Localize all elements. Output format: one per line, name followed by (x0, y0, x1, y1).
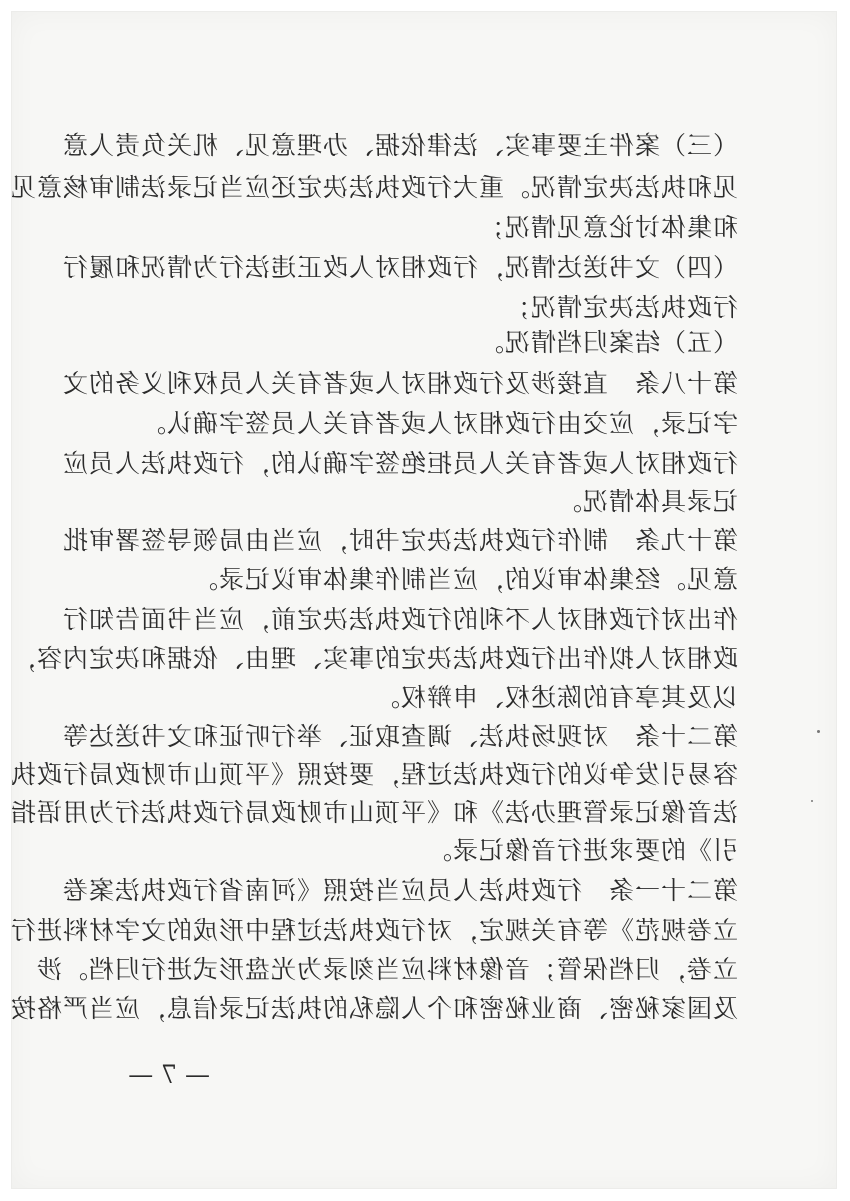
text-line: 字记录，应交由行政相对人或者有关人员签字确认。 (139, 409, 738, 438)
text-line: 第十九条 制作行政执法决定书时，应当由局领导签署审批 (61, 526, 738, 555)
text-line: 作出对行政相对人不利的行政执法决定前，应当书面告知行 (61, 605, 738, 634)
text-line: （四）文书送达情况，行政相对人改正违法行为情况和履行 (61, 253, 738, 282)
scan-speck (811, 800, 813, 802)
text-line: （三）案件主要事实、法律依据、办理意见、机关负责人意 (61, 131, 738, 160)
text-line: 意见。经集体审议的，应当制作集体审议记录。 (191, 565, 738, 594)
text-line: 立卷规范》等有关规定，对行政执法过程中形成的文字材料进行 (9, 916, 738, 945)
text-line: 记录具体情况。 (555, 487, 738, 516)
page-number: — 7 — (128, 1060, 210, 1089)
text-line: 政相对人拟作出行政执法决定的事实、理由、依据和决定内容， (9, 644, 738, 673)
text-line: 行政相对人或者有关人员拒绝签字确认的，行政执法人员应 (61, 449, 738, 478)
text-line: 第十八条 直接涉及行政相对人或者有关人员权利义务的文 (61, 369, 738, 398)
text-line: 以及其享有的陈述权、申辩权。 (373, 683, 738, 712)
text-line: （五）结案归档情况。 (477, 328, 738, 357)
text-line: 行政执法决定情况； (503, 293, 738, 322)
text-line: 法音像记录管理办法》和《平顶山市财政局行政执法行为用语指 (9, 798, 738, 827)
text-line: 第二十一条 行政执法人员应当按照《河南省行政执法案卷 (61, 876, 738, 905)
text-line: 见和执法决定情况。重大行政执法决定还应当记录法制审核意见 (9, 173, 738, 202)
text-line: 引》的要求进行音像记录。 (425, 836, 738, 865)
text-line: 第二十条 对现场执法、调查取证、举行听证和文书送达等 (61, 722, 738, 751)
scan-speck (817, 730, 820, 733)
text-line: 和集体讨论意见情况； (477, 213, 738, 242)
text-line: 容易引发争议的行政执法过程，要按照《平顶山市财政局行政执 (9, 760, 738, 789)
text-line: 立卷，归档保管；音像材料应当刻录为光盘形式进行归档。涉 (35, 955, 738, 984)
text-line: 及国家秘密、商业秘密和个人隐私的执法记录信息，应当严格按 (9, 994, 738, 1023)
